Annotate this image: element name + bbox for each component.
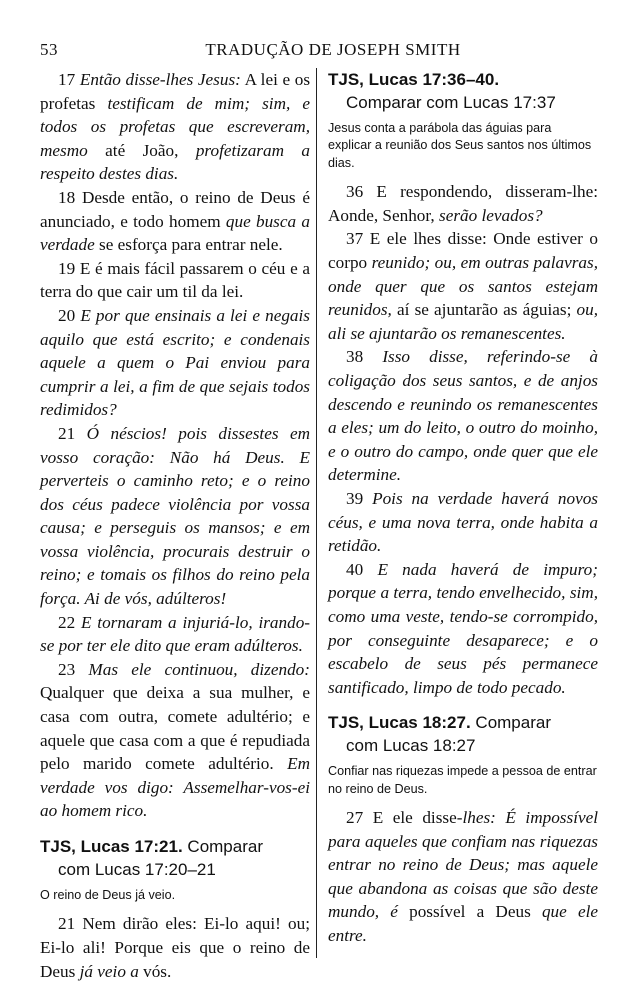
verse-20: 20 E por que ensinais a lei e negais aquilo que está escrito; e condenais aquele a quem o Pai enviou para cumprir a lei, a fim de que sejais todos redimidos? [40,305,310,420]
verse-23: 23 Mas ele continuou, dizendo: Qualquer que deixa a sua mulher, e casa com outra, comete adultério; e aquele que casa com a que é repudiada pelo marido comete adultério. Em verdade vos digo: Assemelhar-vos-ei ao homem rico. [40,659,310,821]
verse-27: 27 E ele disse-lhes: É impossível para aqueles que confiam nas riquezas entrar no reino de Deus; mas aquele que abandona as coisas que são deste mundo, é possível a Deus que ele entre. [328,808,598,946]
section-summary: Confiar nas riquezas impede a pessoa de entrar no reino de Deus. [328,764,597,796]
verse-18: 18 Desde então, o reino de Deus é anunciado, e todo homem que busca a verdade se esforça para entrar nele. [40,187,310,255]
section-heading-lucas-17-21 [40,835,310,904]
verse-17: 17 Então disse-lhes Jesus: A lei e os profetas testificam de mim; sim, e todos os profetas que escreveram, mesmo até João, profetizaram a respeito destes dias. [40,70,311,184]
verse-19: 19 E é mais fácil passarem o céu e a terra do que cair um til da lei. [40,258,310,302]
verse-40: 40 E nada haverá de impuro; porque a terra, tendo envelhecido, sim, como uma veste, tendo-se corrompido, por conseguinte desaparece; e o escabelo de seus pés permanece santificado, limpo de todo pecado. [328,559,598,697]
verse-37: 37 E ele lhes disse: Onde estiver o corpo reunido; ou, em outras palavras, onde quer que os santos estejam reunidos, aí se ajuntarão as águias; ou, ali se ajuntarão os remanescentes. [328,229,599,343]
section-compare: com Lucas 18:27 [346,736,476,756]
left-column [40,68,310,983]
section-compare: Comparar com Lucas 17:37 [346,93,556,112]
verse-38: 38 Isso disse, referindo-se à coligação dos seus santos, e de anjos descendo e reunindo os remanescentes a eles; um do leito, o outro do moinho, e o outro do campo, onde quer que ele determine. [328,347,598,485]
page-header [40,40,598,62]
verse-39: 39 Pois na verdade haverá novos céus, e uma nova terra, onde habita a retidão. [328,488,598,556]
verse-36: 36 E respondendo, disseram-lhe: Aonde, Senhor, serão levados? [328,182,599,225]
verse-22: 22 E tornaram a injuriá-lo, irando-se por ter ele dito que eram adúlteros. [40,612,311,656]
verse-21-section: 21 Nem dirão eles: Ei-lo aqui! ou; Ei-lo ali! Porque eis que o reino de Deus já veio a vós. [40,914,310,981]
section-compare: com Lucas 17:20–21 [58,860,216,879]
right-column [328,68,598,948]
section-title: TJS, Lucas 17:21. Comparar [40,837,263,856]
section-title: TJS, Lucas 18:27. Comparar [328,713,551,733]
section-summary: O reino de Deus já veio. [40,888,176,902]
page-number: 53 [40,40,58,59]
verse-21: 21 Ó néscios! pois dissestes em vosso coração: Não há Deus. E perverteis o caminho reto; e o reino dos céus padece violência por vossa causa; e perseguis os mansos; e em vossa violência, procurais destruir o reino; e tomais os filhos do reino pela força. Ai de vós, adúlteros! [40,423,310,609]
section-heading-lucas-17-36 [328,68,598,172]
running-title: TRADUÇÃO DE JOSEPH SMITH [205,40,461,59]
column-divider [316,68,317,958]
section-heading-lucas-18-27 [328,711,598,798]
section-summary: Jesus conta a parábola das águias para explicar a reunião dos Seus santos nos últimos dias. [328,121,592,170]
section-title: TJS, Lucas 17:36–40. [328,70,500,89]
